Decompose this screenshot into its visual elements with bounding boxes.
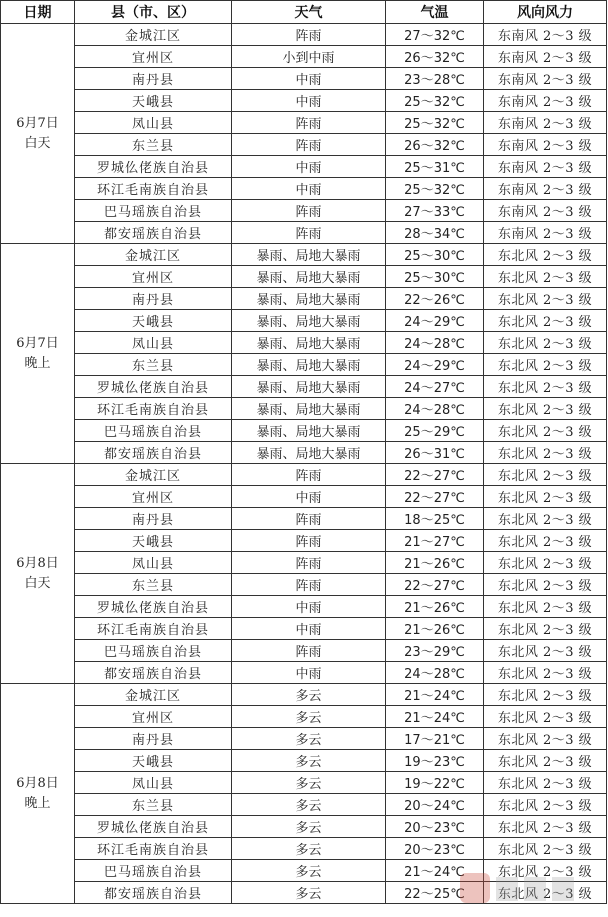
table-row <box>1 706 607 728</box>
county-cell: 巴马瑶族自治县 <box>75 640 232 662</box>
table-row <box>1 816 607 838</box>
county-cell: 金城江区 <box>75 244 232 266</box>
wind-cell: 东南风 2～3 级 <box>484 200 607 222</box>
county-cell: 东兰县 <box>75 574 232 596</box>
county-cell: 宜州区 <box>75 266 232 288</box>
date-label: 6月8日 <box>16 555 59 571</box>
table-row <box>1 420 607 442</box>
temperature-cell: 22～27℃ <box>386 486 484 508</box>
county-cell: 凤山县 <box>75 112 232 134</box>
header-county: 县（市、区） <box>75 1 232 24</box>
temperature-cell: 21～24℃ <box>386 706 484 728</box>
county-cell: 巴马瑶族自治县 <box>75 420 232 442</box>
county-cell: 罗城仫佬族自治县 <box>75 156 232 178</box>
wind-cell: 东北风 2～3 级 <box>484 376 607 398</box>
county-cell: 金城江区 <box>75 24 232 46</box>
county-cell: 环江毛南族自治县 <box>75 618 232 640</box>
temperature-cell: 25～32℃ <box>386 178 484 200</box>
county-cell: 环江毛南族自治县 <box>75 838 232 860</box>
temperature-cell: 21～26℃ <box>386 596 484 618</box>
temperature-cell: 24～28℃ <box>386 398 484 420</box>
county-cell: 巴马瑶族自治县 <box>75 200 232 222</box>
temperature-cell: 28～34℃ <box>386 222 484 244</box>
county-cell: 凤山县 <box>75 332 232 354</box>
county-cell: 宜州区 <box>75 46 232 68</box>
date-label: 6月7日 <box>16 115 59 131</box>
temperature-cell: 17～21℃ <box>386 728 484 750</box>
wind-cell: 东北风 2～3 级 <box>484 442 607 464</box>
header-wind: 风向风力 <box>484 1 607 24</box>
weather-cell: 中雨 <box>232 178 386 200</box>
table-row <box>1 530 607 552</box>
temperature-cell: 23～28℃ <box>386 68 484 90</box>
weather-cell: 多云 <box>232 706 386 728</box>
county-cell: 凤山县 <box>75 772 232 794</box>
wind-cell: 东北风 2～3 级 <box>484 750 607 772</box>
table-row <box>1 442 607 464</box>
wind-cell: 东北风 2～3 级 <box>484 882 607 904</box>
wind-cell: 东北风 2～3 级 <box>484 508 607 530</box>
county-cell: 环江毛南族自治县 <box>75 178 232 200</box>
weather-cell: 中雨 <box>232 90 386 112</box>
county-cell: 凤山县 <box>75 552 232 574</box>
county-cell: 东兰县 <box>75 354 232 376</box>
county-cell: 天峨县 <box>75 310 232 332</box>
temperature-cell: 20～24℃ <box>386 794 484 816</box>
temperature-cell: 22～26℃ <box>386 288 484 310</box>
wind-cell: 东北风 2～3 级 <box>484 486 607 508</box>
wind-cell: 东北风 2～3 级 <box>484 332 607 354</box>
temperature-cell: 21～24℃ <box>386 860 484 882</box>
table-row <box>1 618 607 640</box>
temperature-cell: 24～27℃ <box>386 376 484 398</box>
temperature-cell: 24～28℃ <box>386 332 484 354</box>
county-cell: 天峨县 <box>75 90 232 112</box>
county-cell: 宜州区 <box>75 706 232 728</box>
table-row <box>1 464 607 486</box>
table-body <box>1 24 607 904</box>
weather-cell: 阵雨 <box>232 530 386 552</box>
county-cell: 都安瑶族自治县 <box>75 882 232 904</box>
wind-cell: 东北风 2～3 级 <box>484 574 607 596</box>
header-temperature: 气温 <box>386 1 484 24</box>
date-label: 6月7日 <box>16 335 59 351</box>
county-cell: 东兰县 <box>75 794 232 816</box>
weather-cell: 暴雨、局地大暴雨 <box>232 398 386 420</box>
weather-cell: 多云 <box>232 882 386 904</box>
weather-cell: 多云 <box>232 860 386 882</box>
table-row <box>1 398 607 420</box>
county-cell: 南丹县 <box>75 728 232 750</box>
temperature-cell: 25～31℃ <box>386 156 484 178</box>
wind-cell: 东北风 2～3 级 <box>484 728 607 750</box>
wind-cell: 东南风 2～3 级 <box>484 222 607 244</box>
date-period-cell <box>1 684 75 904</box>
weather-cell: 阵雨 <box>232 134 386 156</box>
weather-cell: 多云 <box>232 772 386 794</box>
wind-cell: 东北风 2～3 级 <box>484 772 607 794</box>
weather-cell: 阵雨 <box>232 640 386 662</box>
temperature-cell: 26～32℃ <box>386 46 484 68</box>
wind-cell: 东北风 2～3 级 <box>484 640 607 662</box>
table-row <box>1 772 607 794</box>
weather-cell: 暴雨、局地大暴雨 <box>232 288 386 310</box>
table-row <box>1 750 607 772</box>
wind-cell: 东北风 2～3 级 <box>484 354 607 376</box>
wind-cell: 东南风 2～3 级 <box>484 68 607 90</box>
county-cell: 环江毛南族自治县 <box>75 398 232 420</box>
table-row <box>1 112 607 134</box>
weather-cell: 阵雨 <box>232 508 386 530</box>
county-cell: 南丹县 <box>75 288 232 310</box>
table-row <box>1 508 607 530</box>
temperature-cell: 19～23℃ <box>386 750 484 772</box>
weather-cell: 暴雨、局地大暴雨 <box>232 442 386 464</box>
table-row <box>1 46 607 68</box>
temperature-cell: 22～27℃ <box>386 464 484 486</box>
temperature-cell: 25～29℃ <box>386 420 484 442</box>
temperature-cell: 25～32℃ <box>386 112 484 134</box>
wind-cell: 东北风 2～3 级 <box>484 530 607 552</box>
temperature-cell: 21～24℃ <box>386 684 484 706</box>
weather-cell: 暴雨、局地大暴雨 <box>232 354 386 376</box>
table-row <box>1 662 607 684</box>
weather-cell: 中雨 <box>232 156 386 178</box>
table-row <box>1 200 607 222</box>
table-row <box>1 156 607 178</box>
table-row <box>1 882 607 904</box>
wind-cell: 东北风 2～3 级 <box>484 244 607 266</box>
county-cell: 罗城仫佬族自治县 <box>75 816 232 838</box>
table-row <box>1 310 607 332</box>
table-row <box>1 332 607 354</box>
county-cell: 都安瑶族自治县 <box>75 222 232 244</box>
table-row <box>1 860 607 882</box>
county-cell: 南丹县 <box>75 68 232 90</box>
weather-cell: 中雨 <box>232 662 386 684</box>
weather-cell: 阵雨 <box>232 24 386 46</box>
temperature-cell: 21～26℃ <box>386 552 484 574</box>
table-row <box>1 486 607 508</box>
weather-cell: 中雨 <box>232 486 386 508</box>
temperature-cell: 23～29℃ <box>386 640 484 662</box>
weather-cell: 小到中雨 <box>232 46 386 68</box>
weather-cell: 多云 <box>232 794 386 816</box>
weather-cell: 阵雨 <box>232 112 386 134</box>
county-cell: 金城江区 <box>75 684 232 706</box>
table-header-row <box>1 1 607 24</box>
wind-cell: 东北风 2～3 级 <box>484 420 607 442</box>
temperature-cell: 21～27℃ <box>386 530 484 552</box>
table-row <box>1 794 607 816</box>
table-row <box>1 288 607 310</box>
wind-cell: 东北风 2～3 级 <box>484 266 607 288</box>
header-date: 日期 <box>1 1 75 24</box>
wind-cell: 东北风 2～3 级 <box>484 288 607 310</box>
wind-cell: 东北风 2～3 级 <box>484 618 607 640</box>
header-weather: 天气 <box>232 1 386 24</box>
weather-cell: 暴雨、局地大暴雨 <box>232 332 386 354</box>
date-period-cell <box>1 244 75 464</box>
weather-cell: 中雨 <box>232 596 386 618</box>
wind-cell: 东南风 2～3 级 <box>484 178 607 200</box>
temperature-cell: 21～26℃ <box>386 618 484 640</box>
table-row <box>1 68 607 90</box>
wind-cell: 东北风 2～3 级 <box>484 596 607 618</box>
date-period-cell <box>1 464 75 684</box>
table-row <box>1 640 607 662</box>
table-row <box>1 24 607 46</box>
wind-cell: 东北风 2～3 级 <box>484 464 607 486</box>
table-row <box>1 684 607 706</box>
wind-cell: 东北风 2～3 级 <box>484 794 607 816</box>
county-cell: 天峨县 <box>75 750 232 772</box>
table-row <box>1 376 607 398</box>
county-cell: 天峨县 <box>75 530 232 552</box>
temperature-cell: 18～25℃ <box>386 508 484 530</box>
table-row <box>1 134 607 156</box>
county-cell: 都安瑶族自治县 <box>75 442 232 464</box>
county-cell: 都安瑶族自治县 <box>75 662 232 684</box>
temperature-cell: 20～23℃ <box>386 816 484 838</box>
table-row <box>1 838 607 860</box>
weather-cell: 多云 <box>232 728 386 750</box>
period-label: 白天 <box>24 135 51 151</box>
wind-cell: 东北风 2～3 级 <box>484 706 607 728</box>
wind-cell: 东南风 2～3 级 <box>484 24 607 46</box>
temperature-cell: 25～30℃ <box>386 266 484 288</box>
wind-cell: 东北风 2～3 级 <box>484 860 607 882</box>
weather-cell: 暴雨、局地大暴雨 <box>232 376 386 398</box>
temperature-cell: 27～33℃ <box>386 200 484 222</box>
period-label: 白天 <box>24 575 51 591</box>
wind-cell: 东南风 2～3 级 <box>484 46 607 68</box>
weather-cell: 多云 <box>232 750 386 772</box>
wind-cell: 东北风 2～3 级 <box>484 816 607 838</box>
temperature-cell: 22～25℃ <box>386 882 484 904</box>
table-row <box>1 552 607 574</box>
weather-cell: 暴雨、局地大暴雨 <box>232 420 386 442</box>
weather-cell: 中雨 <box>232 68 386 90</box>
temperature-cell: 24～29℃ <box>386 310 484 332</box>
county-cell: 宜州区 <box>75 486 232 508</box>
table-row <box>1 574 607 596</box>
weather-cell: 阵雨 <box>232 200 386 222</box>
temperature-cell: 27～32℃ <box>386 24 484 46</box>
table-row <box>1 266 607 288</box>
wind-cell: 东北风 2～3 级 <box>484 684 607 706</box>
wind-cell: 东北风 2～3 级 <box>484 838 607 860</box>
county-cell: 南丹县 <box>75 508 232 530</box>
temperature-cell: 20～23℃ <box>386 838 484 860</box>
weather-cell: 阵雨 <box>232 574 386 596</box>
wind-cell: 东北风 2～3 级 <box>484 662 607 684</box>
table-row <box>1 354 607 376</box>
table-row <box>1 596 607 618</box>
weather-cell: 暴雨、局地大暴雨 <box>232 244 386 266</box>
weather-cell: 中雨 <box>232 618 386 640</box>
weather-cell: 阵雨 <box>232 552 386 574</box>
wind-cell: 东北风 2～3 级 <box>484 552 607 574</box>
weather-cell: 暴雨、局地大暴雨 <box>232 310 386 332</box>
period-label: 晚上 <box>24 795 51 811</box>
temperature-cell: 26～31℃ <box>386 442 484 464</box>
period-label: 晚上 <box>24 355 51 371</box>
county-cell: 罗城仫佬族自治县 <box>75 596 232 618</box>
weather-cell: 暴雨、局地大暴雨 <box>232 266 386 288</box>
date-label: 6月8日 <box>16 775 59 791</box>
weather-cell: 多云 <box>232 816 386 838</box>
table-row <box>1 222 607 244</box>
county-cell: 东兰县 <box>75 134 232 156</box>
wind-cell: 东南风 2～3 级 <box>484 156 607 178</box>
wind-cell: 东北风 2～3 级 <box>484 398 607 420</box>
weather-cell: 阵雨 <box>232 222 386 244</box>
date-period-cell <box>1 24 75 244</box>
table-row <box>1 90 607 112</box>
temperature-cell: 19～22℃ <box>386 772 484 794</box>
weather-cell: 阵雨 <box>232 464 386 486</box>
temperature-cell: 26～32℃ <box>386 134 484 156</box>
temperature-cell: 25～30℃ <box>386 244 484 266</box>
wind-cell: 东北风 2～3 级 <box>484 310 607 332</box>
temperature-cell: 24～29℃ <box>386 354 484 376</box>
wind-cell: 东南风 2～3 级 <box>484 112 607 134</box>
county-cell: 罗城仫佬族自治县 <box>75 376 232 398</box>
table-row <box>1 178 607 200</box>
table-row <box>1 244 607 266</box>
wind-cell: 东南风 2～3 级 <box>484 134 607 156</box>
county-cell: 金城江区 <box>75 464 232 486</box>
wind-cell: 东南风 2～3 级 <box>484 90 607 112</box>
temperature-cell: 24～28℃ <box>386 662 484 684</box>
weather-cell: 多云 <box>232 684 386 706</box>
county-cell: 巴马瑶族自治县 <box>75 860 232 882</box>
table-row <box>1 728 607 750</box>
temperature-cell: 25～32℃ <box>386 90 484 112</box>
temperature-cell: 22～27℃ <box>386 574 484 596</box>
weather-cell: 多云 <box>232 838 386 860</box>
